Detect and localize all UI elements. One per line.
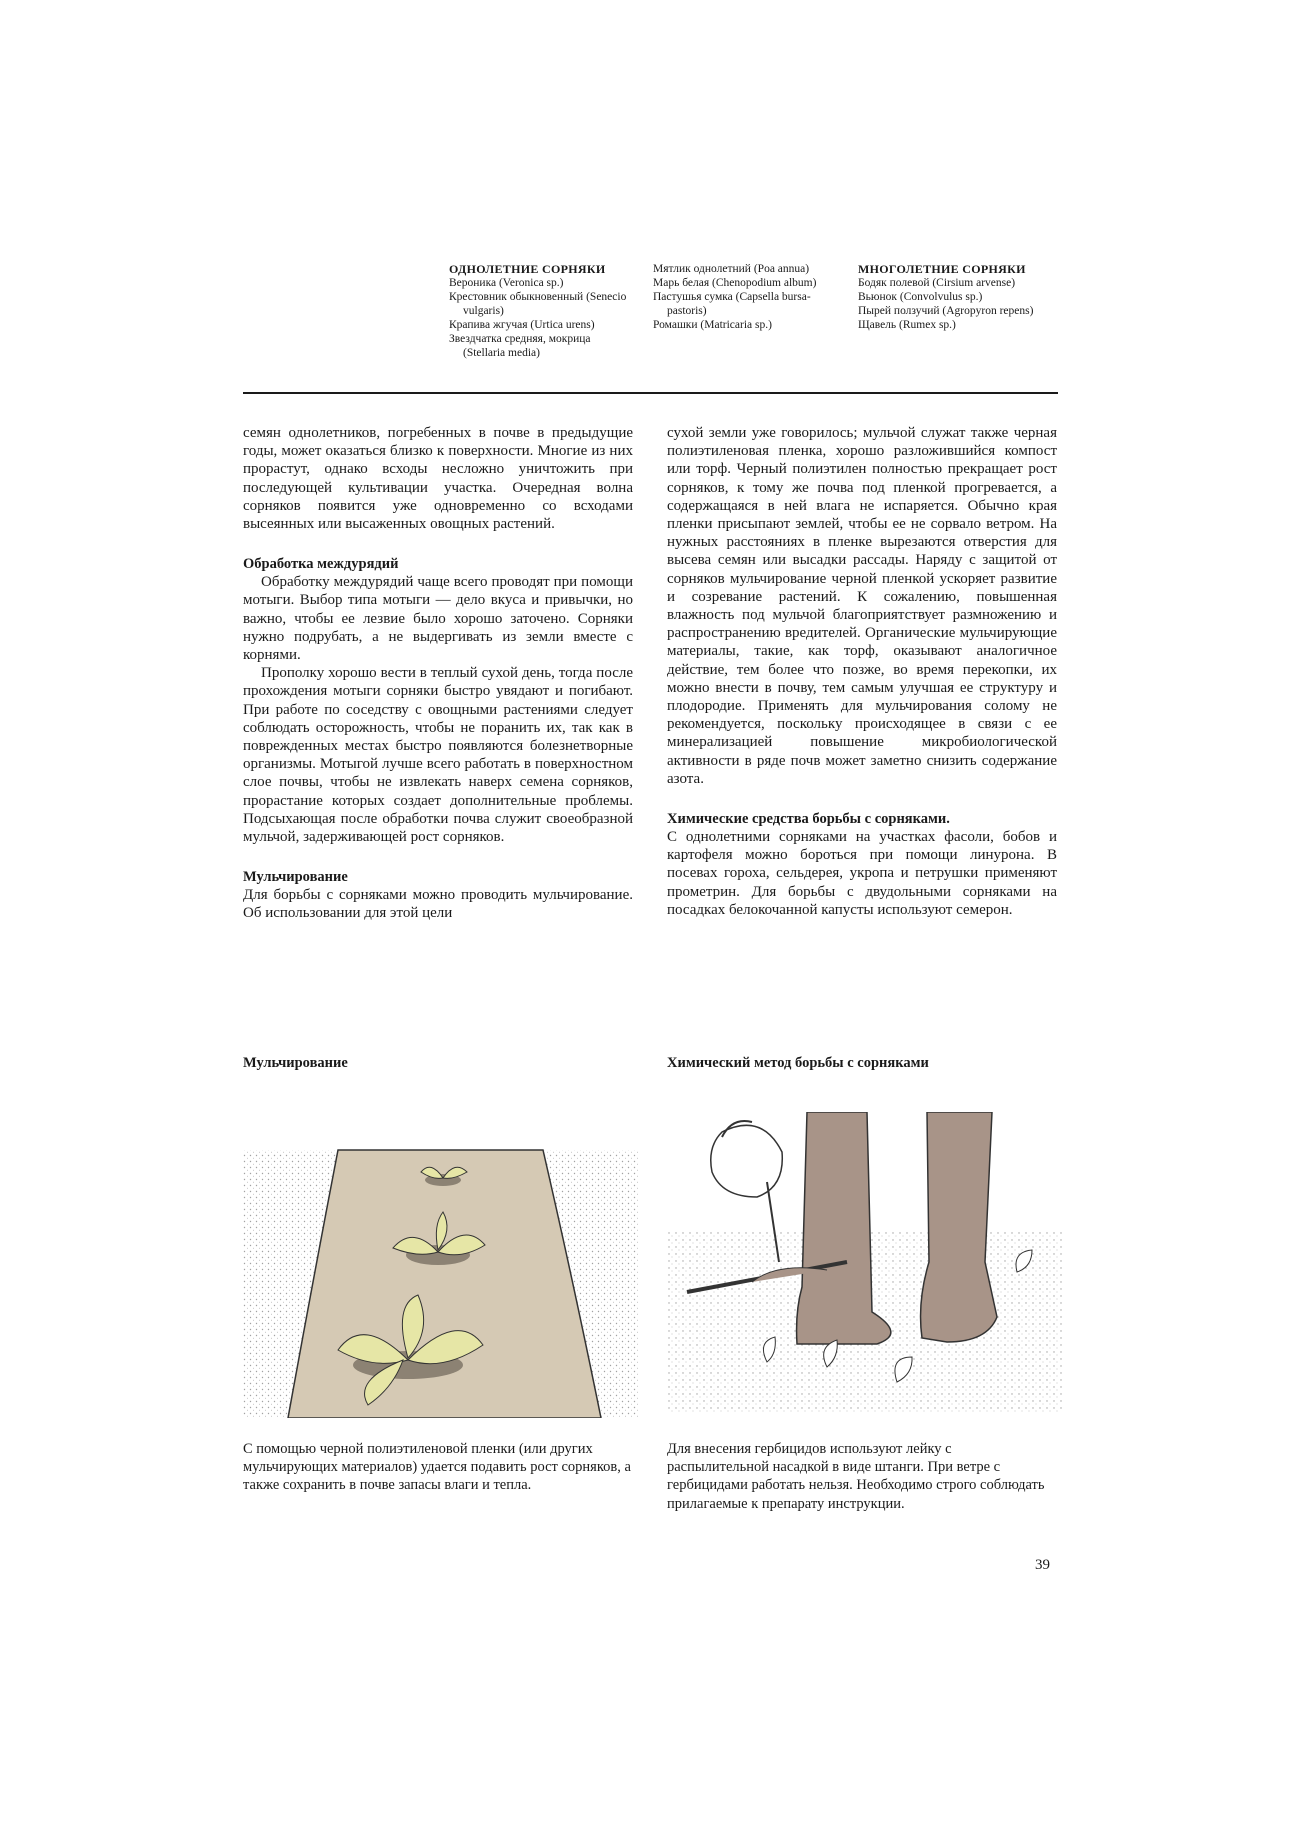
mulching-illustration [243,1130,638,1418]
page-number: 39 [1035,1557,1050,1573]
paragraph: Прополку хорошо вести в теплый сухой день, тогда после прохождения мотыги сорняки быстро увядают и погибают. При работе по соседству с овощными растениями следует соблюдать осторожность, чтобы не поранить их, так как в поврежденных местах быстро появляются болезнетворные организмы. Мотыгой лучше всего работать в поверхностном слое почвы, чтобы не извлекать наверх семена сорняков, прорастание которых создает дополнительные проблемы. Подсыхающая после обработки почва служит своеобразной мульчой, задерживающей рост сорняков. [243,665,633,846]
paragraph: Обработку междурядий чаще всего проводят при помощи мотыги. Выбор типа мотыги — дело вкуса и привычки, но важно, чтобы ее лезвие было хорошо заточено. Сорняки нужно подрубать, а не выдергивать из земли вместе с корнями. [243,574,633,664]
weed-item: Звездчатка средняя, мокрица (Stellaria media) [449,333,591,359]
figure-caption-chemical: Для внесения гербицидов используют лейку с распылительной насадкой в виде штанги. При ветре с гербицидами работать нельзя. Необходимо строго соблюдать прилагаемые к препарату инструкции. [667,1441,1045,1512]
weed-item: Щавель (Rumex sp.) [858,319,956,331]
weed-item: Вьюнок (Convolvulus sp.) [858,291,983,303]
right-text-column [667,424,1057,919]
weed-item: Крапива жгучая (Urtica urens) [449,319,595,331]
horizontal-rule [243,392,1058,394]
chemical-treatment-illustration [667,1112,1062,1412]
section-heading-chemical: Химические средства борьбы с сорняками. [667,811,950,828]
weed-item: Мятлик однолетний (Poa annua) [653,263,810,275]
weed-item: Пастушья сумка (Capsella bursa-pastoris) [653,291,811,317]
annual-weeds-heading: ОДНОЛЕТНИЕ СОРНЯКИ [449,262,606,276]
perennial-weeds-heading: МНОГОЛЕТНИЕ СОРНЯКИ [858,262,1026,276]
figure-title-mulching: Мульчирование [243,1055,348,1071]
weed-item: Вероника (Veronica sp.) [449,277,564,289]
annual-weeds-column-1 [449,262,629,360]
weed-item: Ромашки (Matricaria sp.) [653,319,772,331]
paragraph: семян однолетников, погребенных в почве в предыдущие годы, может оказаться близко к поверхности. Многие из них прорастут, однако всходы несложно уничтожить при последующей культивации участка. Очередная волна сорняков появится уже одновременно со всходами высеянных или высаженных овощных растений. [243,425,633,533]
figure-caption-mulching: С помощью черной полиэтиленовой пленки (или других мульчирующих материалов) удается подавить рост сорняков, а также сохранить в почве запасы влаги и тепла. [243,1441,631,1494]
weed-item: Пырей ползучий (Agropyron repens) [858,305,1034,317]
perennial-weeds-column [858,262,1048,332]
annual-weeds-column-2 [653,262,831,332]
section-heading-interrow: Обработка междурядий [243,556,399,573]
section-heading-mulch: Мульчирование [243,869,348,886]
weed-item: Крестовник обыкновенный (Senecio vulgaris) [449,291,627,317]
weed-item: Марь белая (Chenopodium album) [653,277,817,289]
figure-title-chemical: Химический метод борьбы с сорняками [667,1055,929,1071]
left-text-column [243,424,633,923]
weed-item: Бодяк полевой (Cirsium arvense) [858,277,1016,289]
paragraph: сухой земли уже говорилось; мульчой служат также черная полиэтиленовая пленка, хорошо разложившийся компост или торф. Черный полиэтилен полностью прекращает рост сорняков, к тому же почва под пленкой прогревается, а содержащаяся в ней влага не испаряется. Обычно края пленки присыпают землей, чтобы ее не сорвало ветром. На нужных расстояниях в пленке вырезаются отверстия для высева семян или высадки рассады. Наряду с защитой от сорняков мульчирование черной пленкой ускоряет развитие и созревание растений. К сожалению, повышенная влажность под мульчой благоприятствует размножению и распространению вредителей. Органические мульчирующие материалы, такие, как торф, оказывают аналогичное действие, тем более что позже, во время перекопки, их можно внести в почву, тем самым улучшая ее структуру и плодородие. Применять для мульчирования солому не рекомендуется, поскольку происходящее в связи с ее минерализацией повышение микробиологической активности в ряде почв может заметно снизить содержание азота. [667,425,1057,787]
paragraph: С однолетними сорняками на участках фасоли, бобов и картофеля можно бороться при помощи линурона. В посевах гороха, сельдерея, укропа и петрушки применяют прометрин. Для борьбы с двудольными сорняками на посадках белокочанной капусты используют семерон. [667,829,1057,918]
paragraph: Для борьбы с сорняками можно проводить мульчирование. Об использовании для этой цели [243,887,633,922]
